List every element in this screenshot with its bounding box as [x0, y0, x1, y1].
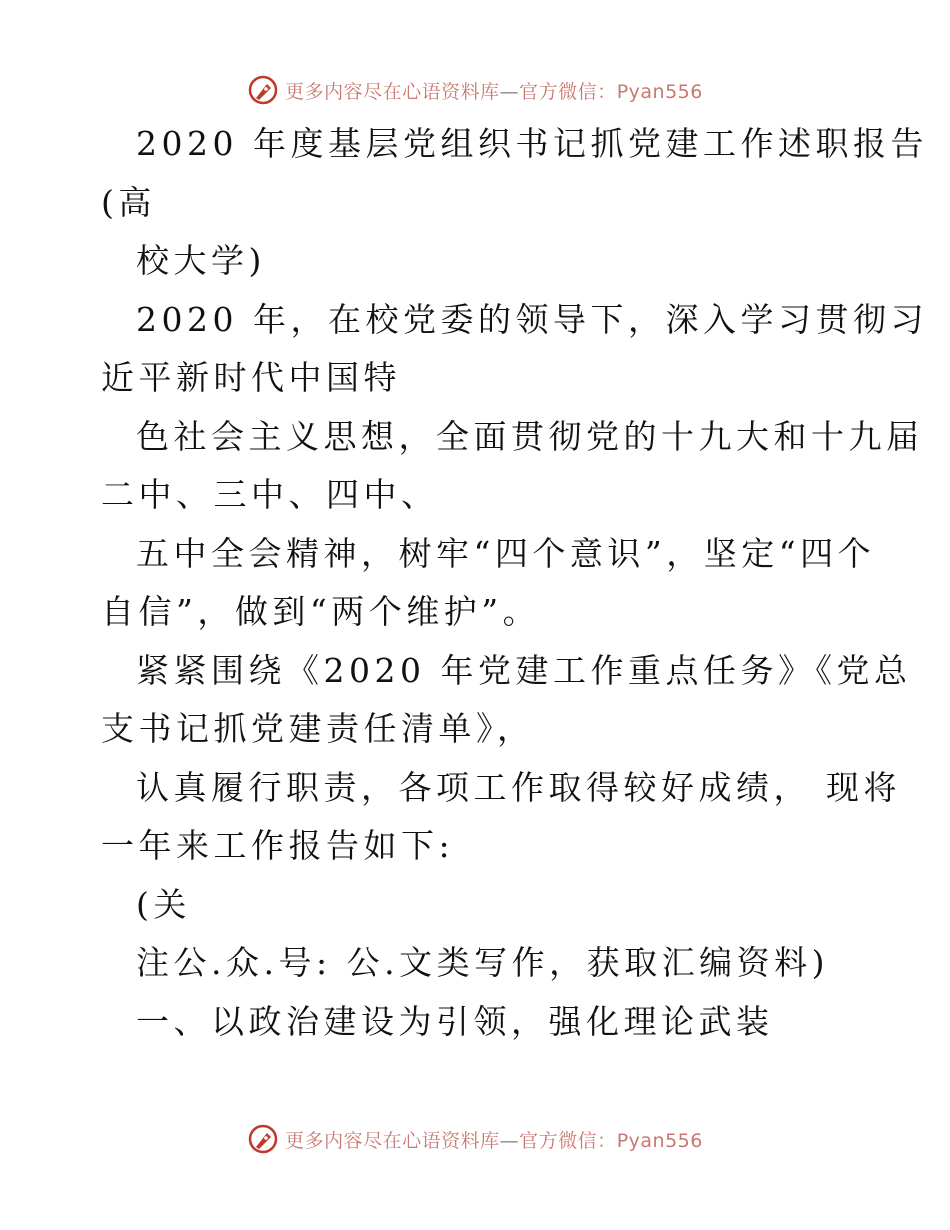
doc-paragraph-line: 色社会主义思想，全面贯彻党的十九大和十九届: [136, 417, 924, 456]
watermark-separator: —: [499, 80, 520, 103]
doc-section-heading: 一、以政治建设为引领，强化理论武装: [136, 1002, 774, 1041]
doc-title-line-1: 2020 年度基层党组织书记抓党建工作述职报告: [136, 124, 928, 163]
pen-nib-logo-icon: [247, 74, 279, 106]
watermark-label: 官方微信：: [519, 1129, 617, 1152]
header-watermark: [0, 74, 950, 106]
watermark-id: Pyan556: [616, 1129, 703, 1152]
doc-paragraph-line: 认真履行职责，各项工作取得较好成绩， 现将: [136, 768, 901, 807]
doc-title-line-2: (高: [101, 183, 156, 222]
doc-paragraph-line: 一年来工作报告如下:: [101, 826, 455, 865]
pen-nib-logo-icon: [247, 1123, 279, 1155]
doc-paragraph-line: 2020 年，在校党委的领导下，深入学习贯彻习: [136, 300, 928, 339]
watermark-label: 官方微信：: [519, 80, 617, 103]
doc-paragraph-line: 注公.众.号: 公.文类写作，获取汇编资料): [136, 943, 829, 982]
doc-paragraph-line: 近平新时代中国特: [101, 358, 401, 397]
doc-paragraph-line: (关: [136, 885, 191, 924]
doc-paragraph-line: 自信”，做到“两个维护”。: [101, 592, 541, 631]
watermark-id: Pyan556: [616, 80, 703, 103]
doc-paragraph-line: 五中全会精神，树牢“四个意识”，坚定“四个: [136, 534, 876, 573]
watermark-text: 更多内容尽在心语资料库: [285, 1129, 500, 1152]
footer-watermark: [0, 1123, 950, 1155]
doc-title-line-3: 校大学): [136, 241, 266, 280]
doc-paragraph-line: 二中、三中、四中、: [101, 475, 439, 514]
watermark-separator: —: [499, 1129, 520, 1152]
doc-paragraph-line: 支书记抓党建责任清单》，: [101, 709, 535, 748]
watermark-text: 更多内容尽在心语资料库: [285, 80, 500, 103]
doc-paragraph-line: 紧紧围绕《2020 年党建工作重点任务》《党总: [136, 651, 912, 690]
